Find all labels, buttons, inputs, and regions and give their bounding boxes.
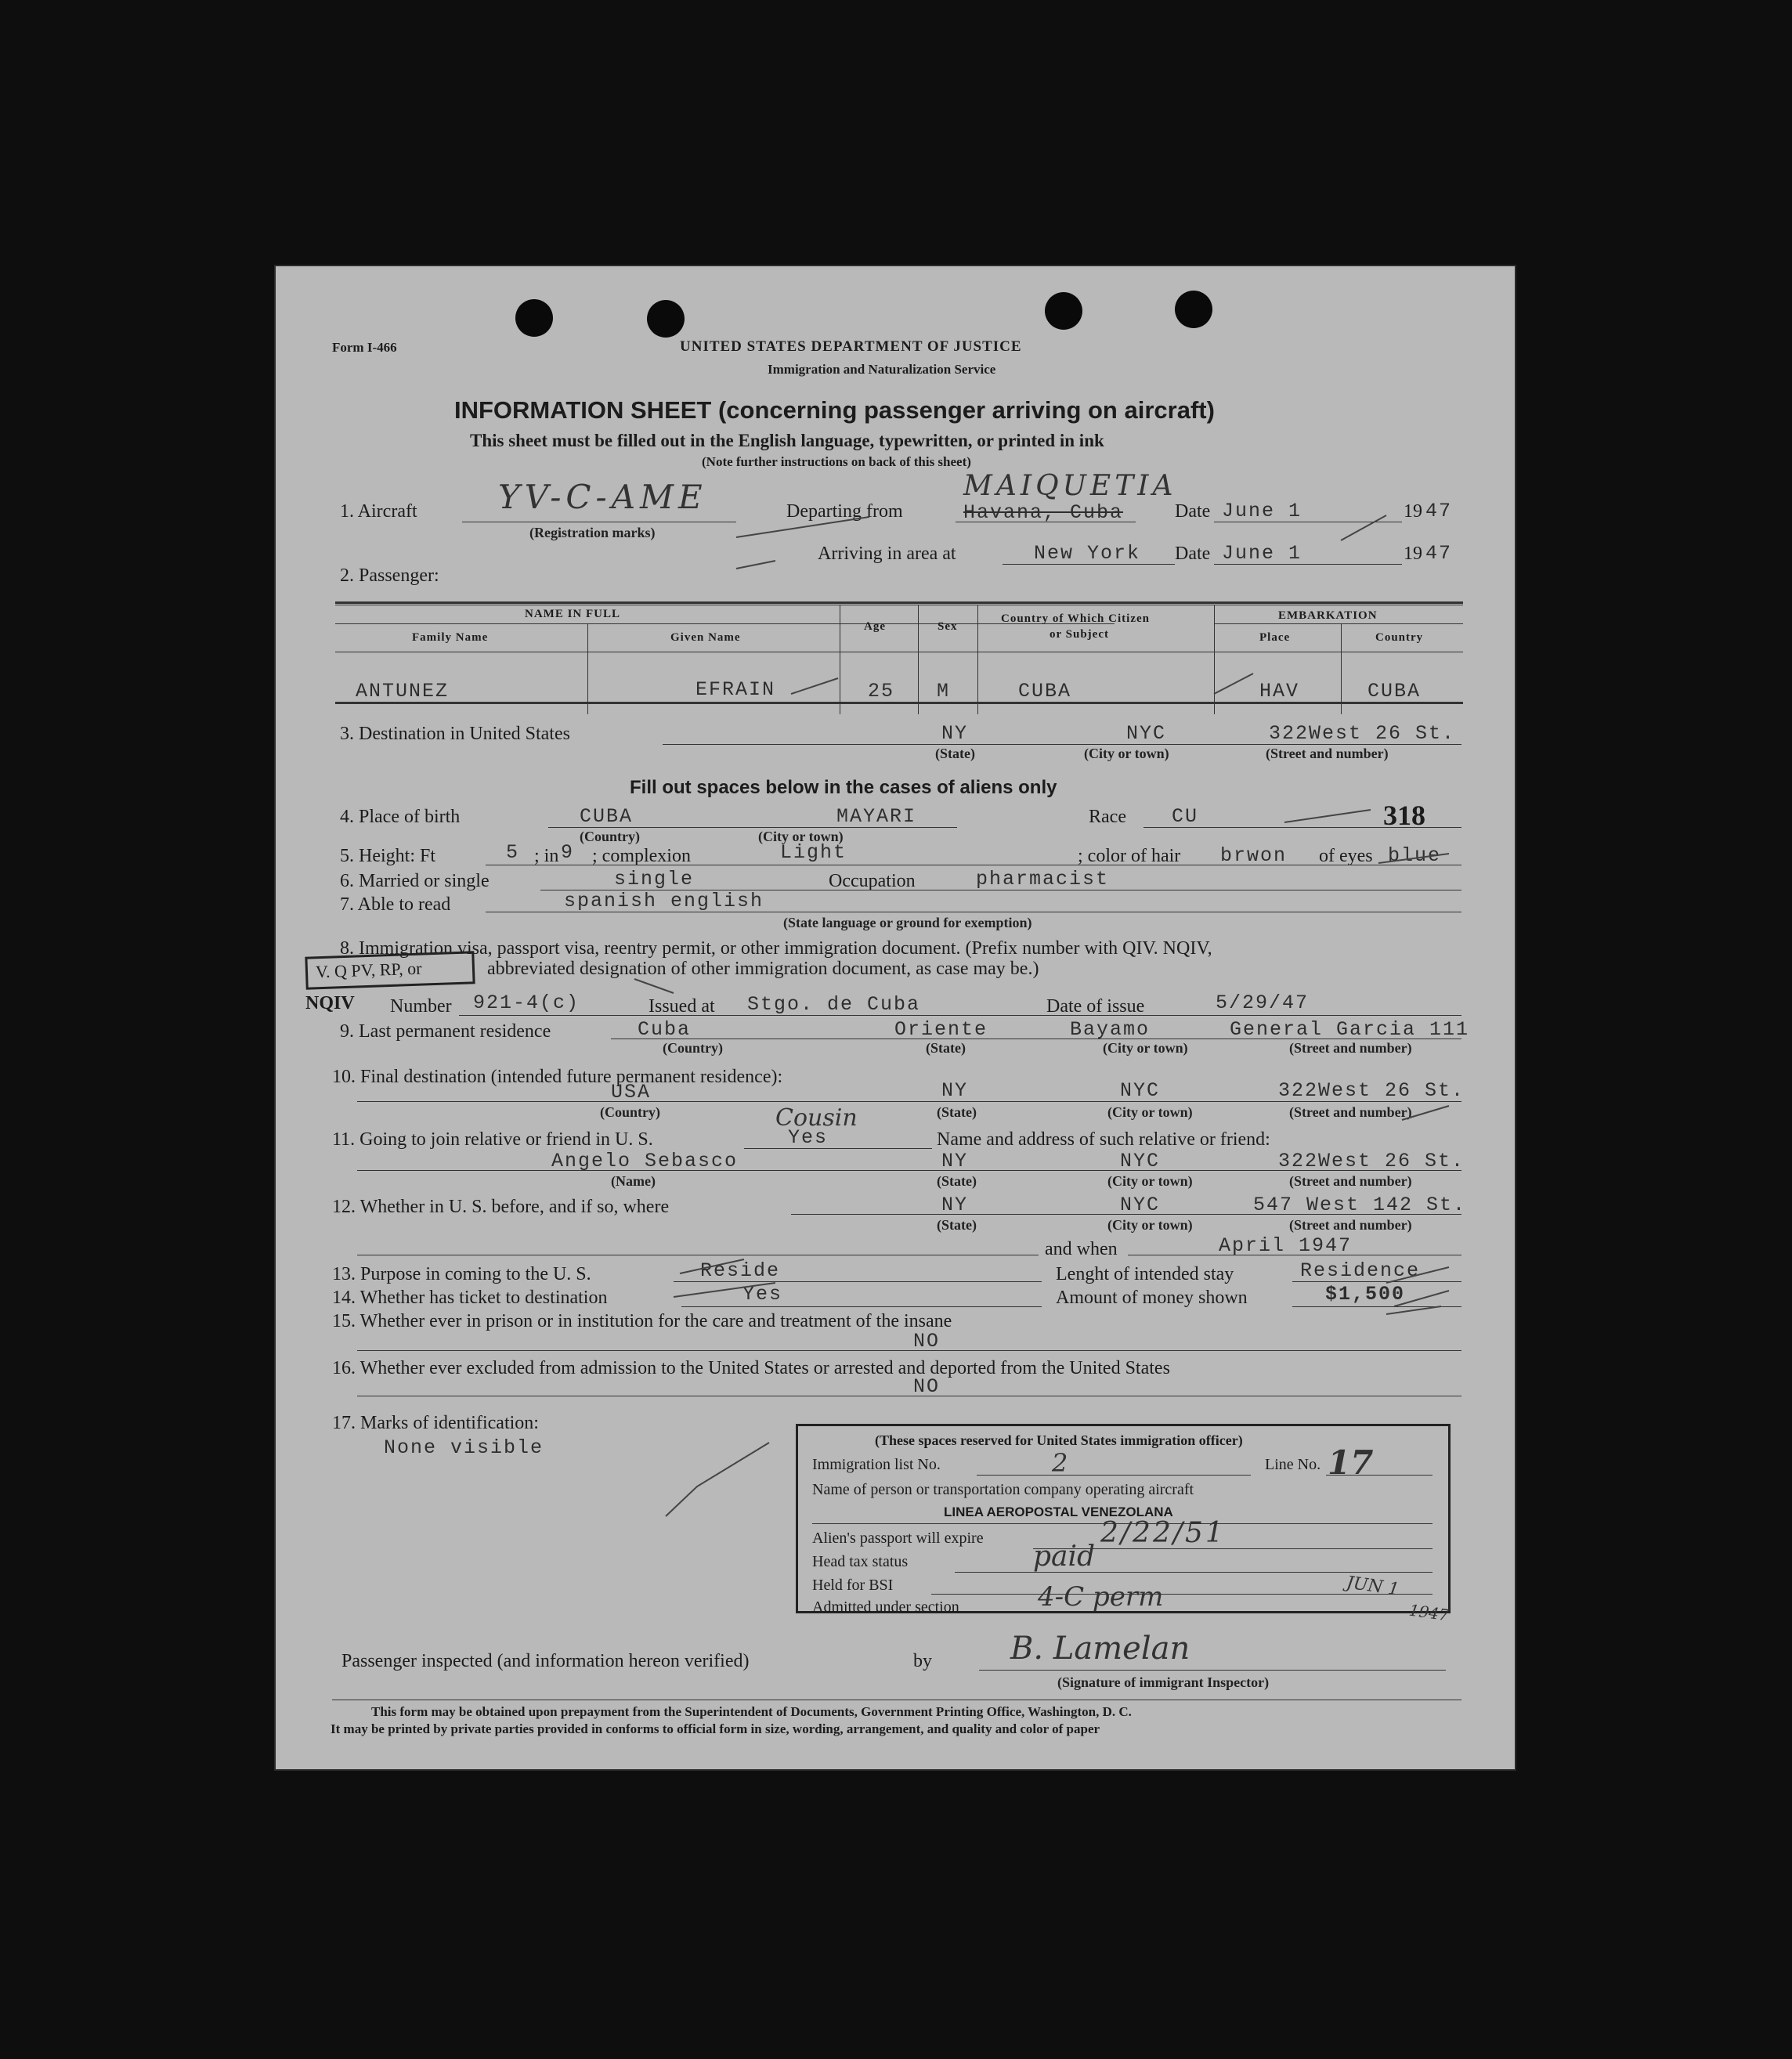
form-number: Form I-466 <box>332 340 397 355</box>
destination-street: 322West 26 St. <box>1269 722 1456 745</box>
place-heading: Place <box>1259 631 1291 644</box>
stay-label: Lenght of intended stay <box>1056 1264 1234 1284</box>
identification-label: 17. Marks of identification: <box>332 1413 539 1433</box>
page-title: INFORMATION SHEET (concerning passenger arriving on aircraft) <box>454 396 1215 424</box>
departing-handwritten: MAIQUETIA <box>963 470 1177 502</box>
stamp-year: 1947 <box>1407 1600 1451 1625</box>
registration-caption: (Registration marks) <box>529 525 656 540</box>
prison-value: NO <box>913 1330 941 1353</box>
occupation-value: pharmacist <box>976 868 1110 890</box>
country-heading: Country <box>1375 631 1424 644</box>
race-code: 318 <box>1383 800 1425 831</box>
stay-value: Residence <box>1300 1259 1421 1282</box>
inspection-label: Passenger inspected (and information hereon verified) <box>341 1651 750 1671</box>
check-mark <box>674 1283 775 1297</box>
ticket-label: 14. Whether has ticket to destination <box>332 1288 608 1308</box>
aliens-heading: Fill out spaces below in the cases of aliens only <box>630 777 1057 798</box>
sex-heading: Sex <box>938 620 958 633</box>
depart-date-label: Date <box>1175 501 1211 522</box>
purpose-label: 13. Purpose in coming to the U. S. <box>332 1264 591 1284</box>
relative-state-caption: (State) <box>937 1173 977 1189</box>
residence-country-caption: (Country) <box>663 1040 723 1056</box>
residence-street: General Garcia 111 <box>1230 1018 1470 1041</box>
depart-year-prefix: 19 <box>1404 501 1422 522</box>
prison-label: 15. Whether ever in prison or in institution for the care and treatment of the insane <box>332 1311 952 1331</box>
residence-state-caption: (State) <box>926 1040 966 1056</box>
check-mark <box>1214 674 1253 694</box>
issued-at-value: Stgo. de Cuba <box>747 993 921 1016</box>
issue-date-value: 5/29/47 <box>1216 992 1310 1014</box>
race-value: CU <box>1172 805 1199 828</box>
family-name-value: ANTUNEZ <box>356 680 450 703</box>
birth-city-caption: (City or town) <box>758 829 844 844</box>
eyes-value: blue <box>1388 844 1442 867</box>
admitted-label: Admitted under section <box>812 1598 959 1616</box>
destination-street-caption: (Street and number) <box>1266 746 1389 761</box>
check-mark <box>680 1259 744 1273</box>
final-country: USA <box>611 1081 652 1104</box>
birth-label: 4. Place of birth <box>340 807 461 827</box>
list-no-label: Immigration list No. <box>812 1456 941 1473</box>
birth-country: CUBA <box>580 805 634 828</box>
excluded-value: NO <box>913 1375 941 1398</box>
complexion-label: ; complexion <box>592 846 691 866</box>
final-state-caption: (State) <box>937 1104 977 1120</box>
service-title: Immigration and Naturalization Service <box>768 362 996 377</box>
ticket-value: Yes <box>742 1283 783 1306</box>
final-city: NYC <box>1120 1079 1161 1102</box>
join-relative-handwritten: Cousin <box>775 1104 858 1132</box>
age-value: 25 <box>868 680 895 703</box>
destination-city-caption: (City or town) <box>1084 746 1169 761</box>
check-mark <box>1378 854 1449 863</box>
arrive-date-label: Date <box>1175 544 1211 564</box>
line-no-label: Line No. <box>1265 1456 1321 1473</box>
final-street-caption: (Street and number) <box>1289 1104 1412 1120</box>
relative-street-caption: (Street and number) <box>1289 1173 1412 1189</box>
head-tax-value: paid <box>1033 1541 1096 1573</box>
hair-label: ; color of hair <box>1078 846 1181 866</box>
family-name-heading: Family Name <box>412 631 489 644</box>
final-destination-label: 10. Final destination (intended future permanent residence): <box>332 1067 783 1087</box>
relative-street: 322West 26 St. <box>1278 1150 1465 1172</box>
given-name-value: EFRAIN <box>695 678 776 701</box>
previous-street: 547 West 142 St. <box>1253 1194 1467 1216</box>
footer-line-2: It may be printed by private parties provided in conforms to official form in size, wording, arrangement, and quality and color of paper <box>331 1721 1100 1736</box>
arriving-value: New York <box>1034 542 1141 565</box>
height-ft: 5 <box>506 841 520 864</box>
passport-expire-value: 2/22/51 <box>1100 1517 1226 1549</box>
eyes-label: of eyes <box>1319 846 1373 866</box>
instruction-text: This sheet must be filled out in the English language, typewritten, or printed in ink <box>470 431 1104 450</box>
passenger-label: 2. Passenger: <box>340 565 439 586</box>
departing-original: Havana, Cuba <box>963 501 1124 524</box>
residence-city-caption: (City or town) <box>1103 1040 1188 1056</box>
destination-label: 3. Destination in United States <box>340 724 570 744</box>
note-text: (Note further instructions on back of this sheet) <box>702 454 971 469</box>
when-label: and when <box>1045 1239 1118 1259</box>
check-mark <box>1341 515 1386 540</box>
head-tax-label: Head tax status <box>812 1553 909 1570</box>
check-mark <box>1394 1291 1449 1306</box>
footer-line-1: This form may be obtained upon prepayment from the Superintendent of Documents, Government Printing Office, Washington, D. C. <box>371 1704 1132 1719</box>
relative-name: Angelo Sebasco <box>551 1150 739 1172</box>
check-mark <box>1284 810 1371 822</box>
officer-box-heading: (These spaces reserved for United States immigration officer) <box>875 1432 1243 1448</box>
inch-label: ; in <box>534 846 559 866</box>
marital-value: single <box>614 868 695 890</box>
inspection-by: by <box>913 1651 932 1671</box>
check-mark <box>666 1443 769 1516</box>
citizen-heading-2: or Subject <box>1050 628 1109 641</box>
money-value: $1,500 <box>1325 1283 1406 1306</box>
department-title: UNITED STATES DEPARTMENT OF JUSTICE <box>680 338 1022 355</box>
check-mark <box>1386 1306 1441 1314</box>
operator-label: Name of person or transportation company operating aircraft <box>812 1481 1194 1498</box>
final-country-caption: (Country) <box>600 1104 660 1120</box>
check-mark <box>791 678 838 694</box>
birth-city: MAYARI <box>836 805 917 828</box>
read-caption: (State language or ground for exemption) <box>783 915 1032 930</box>
issued-at-label: Issued at <box>649 996 715 1017</box>
relative-name-address-label: Name and address of such relative or friend: <box>937 1129 1270 1150</box>
pencil-marks <box>274 265 1516 1771</box>
check-mark <box>736 517 869 537</box>
visa-number: 921-4(c) <box>473 992 580 1014</box>
height-in: 9 <box>561 841 575 864</box>
aircraft-value: YV-C-AME <box>498 478 707 516</box>
relative-city-caption: (City or town) <box>1107 1173 1193 1189</box>
check-mark <box>736 561 775 569</box>
arrive-year-prefix: 19 <box>1404 544 1422 564</box>
final-street: 322West 26 St. <box>1278 1079 1465 1102</box>
previous-street-caption: (Street and number) <box>1289 1217 1412 1233</box>
relative-city: NYC <box>1120 1150 1161 1172</box>
embarkation-heading: EMBARKATION <box>1278 609 1378 622</box>
final-city-caption: (City or town) <box>1107 1104 1193 1120</box>
prefix-box-text: V. Q PV, RP, or <box>315 958 422 982</box>
join-relative-value: Yes <box>788 1126 829 1149</box>
relative-state: NY <box>941 1150 969 1172</box>
stamp-date: JUN 1 <box>1345 1573 1401 1600</box>
marital-label: 6. Married or single <box>340 871 490 891</box>
admitted-value: 4-C perm <box>1038 1581 1164 1613</box>
height-label: 5. Height: Ft <box>340 846 436 866</box>
check-mark <box>1386 1267 1449 1283</box>
previous-city: NYC <box>1120 1194 1161 1216</box>
embarkation-place-value: HAV <box>1259 680 1300 703</box>
residence-country: Cuba <box>638 1018 692 1041</box>
bsi-label: Held for BSI <box>812 1577 894 1594</box>
passport-expire-label: Alien's passport will expire <box>812 1530 984 1547</box>
issue-date-label: Date of issue <box>1046 996 1145 1017</box>
visa-number-label: Number <box>390 996 452 1017</box>
destination-city: NYC <box>1126 722 1167 745</box>
residence-city: Bayamo <box>1070 1018 1151 1041</box>
departing-label: Departing from <box>786 501 903 522</box>
residence-state: Oriente <box>894 1018 988 1041</box>
occupation-label: Occupation <box>829 871 916 891</box>
previous-city-caption: (City or town) <box>1107 1217 1193 1233</box>
money-label: Amount of money shown <box>1056 1288 1248 1308</box>
check-mark <box>634 979 674 993</box>
previous-state-caption: (State) <box>937 1217 977 1233</box>
destination-state: NY <box>941 722 969 745</box>
sex-value: M <box>937 680 951 703</box>
birth-country-caption: (Country) <box>580 829 640 844</box>
previous-visit-label: 12. Whether in U. S. before, and if so, where <box>332 1197 670 1217</box>
purpose-value: Reside <box>700 1259 781 1282</box>
when-value: April 1947 <box>1219 1234 1353 1257</box>
destination-state-caption: (State) <box>935 746 975 761</box>
citizen-value: CUBA <box>1018 680 1072 703</box>
inspector-signature: B. Lamelan <box>1010 1631 1190 1667</box>
final-state: NY <box>941 1079 969 1102</box>
aircraft-label: 1. Aircraft <box>340 501 417 522</box>
excluded-label: 16. Whether ever excluded from admission to the United States or arrested and deported from the United States <box>332 1358 1170 1378</box>
join-relative-label: 11. Going to join relative or friend in U. S. <box>332 1129 653 1150</box>
complexion-value: Light <box>780 841 847 864</box>
age-heading: Age <box>864 620 886 633</box>
read-value: spanish english <box>564 890 764 912</box>
embarkation-country-value: CUBA <box>1367 680 1422 703</box>
hair-value: brwon <box>1220 844 1288 867</box>
residence-label: 9. Last permanent residence <box>340 1021 551 1042</box>
relative-name-caption: (Name) <box>611 1173 656 1189</box>
signature-caption: (Signature of immigrant Inspector) <box>1057 1674 1270 1690</box>
residence-street-caption: (Street and number) <box>1289 1040 1412 1056</box>
arrive-date: June 1 <box>1222 542 1302 565</box>
depart-year: 47 <box>1425 500 1453 522</box>
arrive-year: 47 <box>1425 542 1453 565</box>
form-sheet <box>274 265 1516 1771</box>
document-line-2: abbreviated designation of other immigration document, as case may be.) <box>487 959 1039 979</box>
operator-value: LINEA AEROPOSTAL VENEZOLANA <box>944 1505 1173 1519</box>
read-label: 7. Able to read <box>340 894 451 915</box>
citizen-heading-1: Country of Which Citizen <box>1001 612 1150 625</box>
race-label: Race <box>1089 807 1126 827</box>
name-in-full-heading: NAME IN FULL <box>525 608 621 620</box>
check-mark <box>1402 1106 1449 1120</box>
arriving-label: Arriving in area at <box>818 544 956 564</box>
depart-date: June 1 <box>1222 500 1302 522</box>
line-no-value: 17 <box>1328 1443 1374 1482</box>
list-no-value: 2 <box>1052 1448 1068 1478</box>
document-line-1: 8. Immigration visa, passport visa, reentry permit, or other immigration document. (Prefix number with QIV. NQIV, <box>340 938 1212 959</box>
nqiv-prefix: NQIV <box>305 993 355 1013</box>
previous-state: NY <box>941 1194 969 1216</box>
given-name-heading: Given Name <box>670 631 741 644</box>
identification-value: None visible <box>384 1436 544 1459</box>
